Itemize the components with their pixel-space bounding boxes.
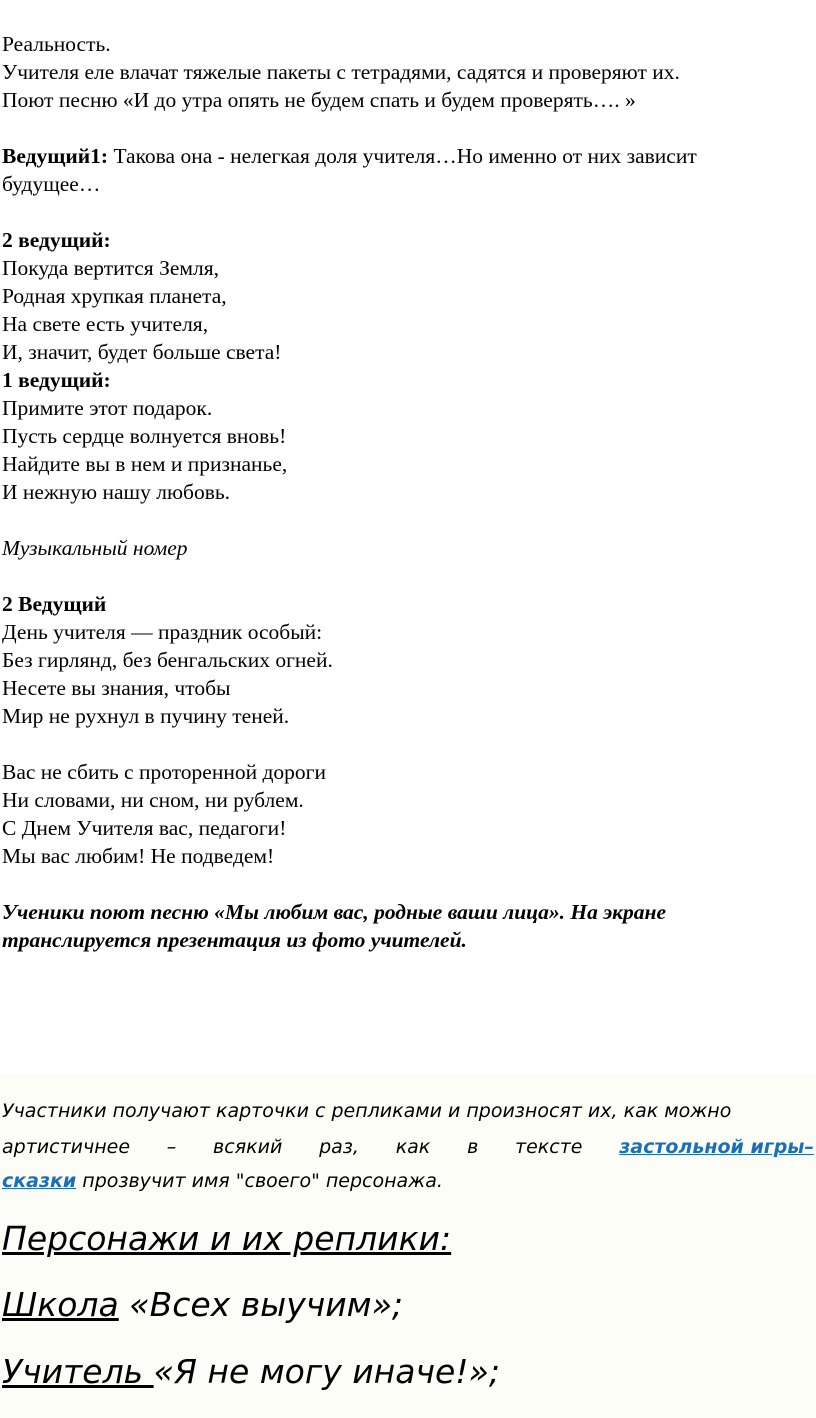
- host1-label: Ведущий1:: [2, 144, 109, 168]
- poem-line: Мир не рухнул в пучину теней.: [2, 704, 290, 728]
- text-line: Реальность.: [2, 32, 111, 56]
- game-intro-line: [0, 1129, 816, 1165]
- poem-line: Вас не сбить с проторенной дороги: [2, 760, 327, 784]
- character-teacher: [0, 1352, 500, 1392]
- text-line: Поют песню «И до утра опять не будем спать и будем проверять…. »: [2, 88, 636, 112]
- word: тексте: [515, 1136, 583, 1158]
- character-name: Учитель: [2, 1352, 154, 1391]
- poem-line: На свете есть учителя,: [2, 312, 209, 336]
- word: всякий: [213, 1136, 283, 1158]
- poem-line: С Днем Учителя вас, педагоги!: [2, 816, 287, 840]
- students-note: транслируется презентация из фото учителей.: [2, 928, 467, 952]
- characters-heading: Персонажи и их реплики:: [2, 1219, 452, 1258]
- character-name: Школа: [2, 1285, 119, 1324]
- character-school: [0, 1285, 403, 1325]
- text-span: прозвучит имя "своего" персонажа.: [76, 1170, 443, 1192]
- word: –: [166, 1136, 177, 1158]
- game-intro-line: [0, 1163, 816, 1199]
- music-number: Музыкальный номер: [2, 536, 188, 560]
- poem-line: Пусть сердце волнуется вновь!: [2, 424, 287, 448]
- host2b-label: 2 Ведущий: [2, 592, 107, 616]
- poem-line: Мы вас любим! Не подведем!: [2, 844, 275, 868]
- word: раз,: [319, 1136, 359, 1158]
- poem-line: Ни словами, ни сном, ни рублем.: [2, 788, 304, 812]
- script-text: [0, 30, 816, 954]
- poem-line: Покуда вертится Земля,: [2, 256, 219, 280]
- host1-line: [0, 142, 816, 170]
- character-line: «Я не могу иначе!»;: [153, 1352, 500, 1391]
- poem-line: И, значит, будет больше света!: [2, 340, 282, 364]
- text-line: будущее…: [2, 172, 101, 196]
- game-link[interactable]: застольной игры–: [619, 1136, 814, 1158]
- poem-line: Найдите вы в нем и признанье,: [2, 452, 288, 476]
- poem-line: День учителя — праздник особый:: [2, 620, 323, 644]
- game-link-continued[interactable]: сказки: [2, 1170, 77, 1192]
- poem-line: Родная хрупкая планета,: [2, 284, 227, 308]
- text-line: Учителя еле влачат тяжелые пакеты с тетрадями, садятся и проверяют их.: [2, 60, 680, 84]
- poem-line: И нежную нашу любовь.: [2, 480, 231, 504]
- poem-line: Примите этот подарок.: [2, 396, 213, 420]
- word: артистичнее: [2, 1136, 131, 1158]
- game-intro-line: Участники получают карточки с репликами и произносят их, как можно: [2, 1100, 732, 1122]
- character-line: «Всех выучим»;: [118, 1285, 404, 1324]
- poem-line: Несете вы знания, чтобы: [2, 676, 231, 700]
- host2-label: 2 ведущий:: [2, 228, 111, 252]
- poem-line: Без гирлянд, без бенгальских огней.: [2, 648, 333, 672]
- host1b-label: 1 ведущий:: [2, 368, 111, 392]
- word: как: [395, 1136, 431, 1158]
- students-note: Ученики поют песню «Мы любим вас, родные ваши лица». На экране: [2, 900, 667, 924]
- word: в: [467, 1136, 479, 1158]
- host1-text: Такова она - нелегкая доля учителя…Но именно от них зависит: [108, 144, 697, 168]
